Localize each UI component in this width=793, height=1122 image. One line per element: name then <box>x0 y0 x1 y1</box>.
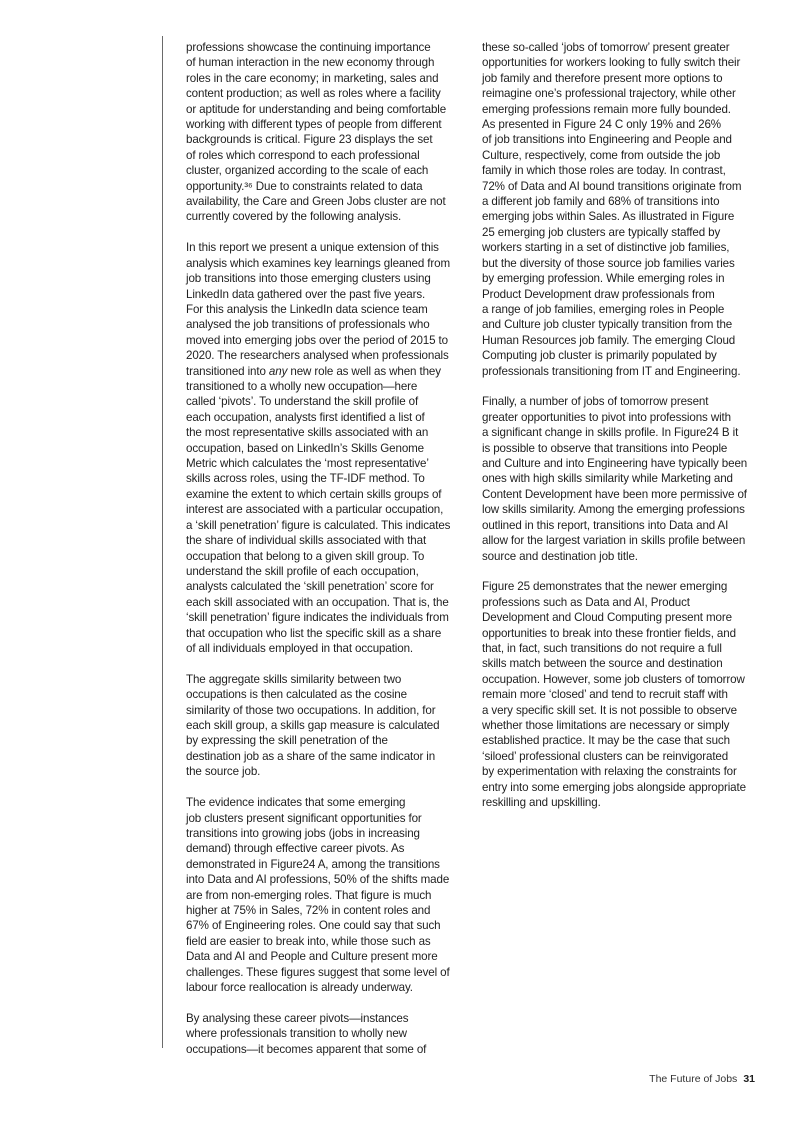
left-paragraph-5: By analysing these career pivots—instances where professionals transition to wholly new occupations—it becomes apparent that some of <box>186 1011 427 1056</box>
left-paragraph-2-part-b: new role as well as when they transitioned to a wholly new occupation—here called ‘pivots’. To understand the skill profile of each occupation, analysts first identified a list of the most representative skills associated with an occupation, based on LinkedIn’s Skills Genome Metric which calculates the ‘most representative’ skills across roles, using the TF-IDF method. To examine the extent to which certain skills groups of interest are associated with a particular occupation, a ‘skill penetration’ figure is calculated. This indicates the share of individual skills associated with that occupation that belong to a given skill group. To understand the skill profile of each occupation, analysts calculated the ‘skill penetration’ score for each skill associated with an occupation. That is, the ‘skill penetration’ figure indicates the individuals from that occupation who list the specific skill as a share of all individuals employed in that occupation. <box>186 364 451 655</box>
page-footer <box>649 1073 755 1085</box>
left-paragraph-2-part-a: In this report we present a unique extension of this analysis which examines key learnings gleaned from job transitions into those emerging clusters using LinkedIn data gathered over the past five years. For this analysis the LinkedIn data science team analysed the job transitions of professionals who moved into emerging jobs over the period of 2015 to 2020. The researchers analysed when professionals transitioned into <box>186 241 451 378</box>
left-column <box>186 40 464 1057</box>
right-column <box>482 40 760 811</box>
margin-rule <box>162 36 163 1048</box>
right-paragraph-2: Finally, a number of jobs of tomorrow present greater opportunities to pivot into professions with a significant change in skills profile. In Figure24 B it is possible to observe that transitions into People and Culture and into Engineering have typically been ones with high skills similarity while Marketing and Content Development have been more permissive of low skills similarity. Among the emerging professions outlined in this report, transitions into Data and AI allow for the largest variation in skills profile between source and destination job title. <box>482 395 748 563</box>
left-paragraph-3: The aggregate skills similarity between two occupations is then calculated as the cosine similarity of those two occupations. In addition, for each skill group, a skills gap measure is calculated by expressing the skill penetration of the destination job as a share of the same indicator in the source job. <box>186 672 440 779</box>
page-number: 31 <box>743 1073 755 1085</box>
right-paragraph-3: Figure 25 demonstrates that the newer emerging professions such as Data and AI, Product Development and Cloud Computing present more opportunities to break into these frontier fields, and that, in fact, such transitions do not require a full skills match between the source and destination occupation. However, some job clusters of tomorrow remain more ‘closed’ and tend to recruit staff with a very specific skill set. It is not possible to observe whether those limitations are necessary or simply established practice. It may be the case that such ‘siloed’ professional clusters can be reinvigorated by experimentation with relaxing the constraints for entry into some emerging jobs alongside appropriate reskilling and upskilling. <box>482 580 746 810</box>
left-paragraph-2 <box>186 240 464 656</box>
right-paragraph-1: these so-called ‘jobs of tomorrow’ present greater opportunities for workers looking to fully switch their job family and therefore present more options to reimagine one’s professional trajectory, while other emerging professions remain more fully bounded. As presented in Figure 24 C only 19% and 26% of job transitions into Engineering and People and Culture, respectively, come from outside the job family in which those roles are today. In contrast, 72% of Data and AI bound transitions originate from a different job family and 68% of transitions into emerging jobs within Sales. As illustrated in Figure 25 emerging job clusters are typically staffed by workers starting in a set of distinctive job families, but the diversity of those source job families varies by emerging profession. While emerging roles in Product Development draw professionals from a range of job families, emerging roles in People and Culture job cluster typically transition from the Human Resources job family. The emerging Cloud Computing job cluster is primarily populated by professionals transitioning from IT and Engineering. <box>482 41 742 378</box>
footer-title: The Future of Jobs <box>649 1073 738 1085</box>
left-paragraph-2-emphasis: any <box>268 364 288 378</box>
left-paragraph-4: The evidence indicates that some emerging job clusters present significant opportunities for transitions into growing jobs (jobs in increasing demand) through effective career pivots. As demonstrated in Figure24 A, among the transitions into Data and AI professions, 50% of the shifts made are from non-emerging roles. That figure is much higher at 75% in Sales, 72% in content roles and 67% of Engineering roles. One could say that such field are easier to break into, while those such as Data and AI and People and Culture present more challenges. These figures suggest that some level of labour force reallocation is already underway. <box>186 796 450 995</box>
left-paragraph-1: professions showcase the continuing importance of human interaction in the new economy through roles in the care economy; in marketing, sales and content production; as well as roles where a facility or aptitude for understanding and being comfortable working with different types of people from different backgrounds is critical. Figure 23 displays the set of roles which correspond to each professional cluster, organized according to the scale of each opportunity.³⁶ Due to constraints related to data availability, the Care and Green Jobs cluster are not currently covered by the following analysis. <box>186 41 447 224</box>
